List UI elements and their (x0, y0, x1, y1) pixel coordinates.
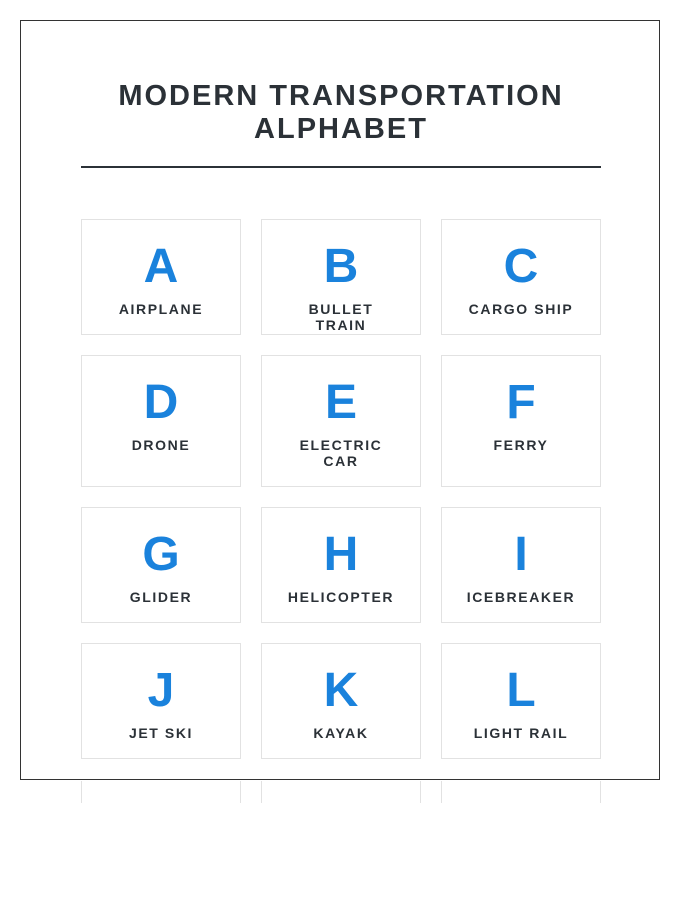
card-letter: D (143, 376, 179, 429)
alphabet-card-b (261, 219, 421, 335)
card-letter: C (503, 240, 539, 293)
card-letter: G (142, 528, 180, 581)
card-word: ELECTRIC CAR (299, 437, 383, 469)
card-word: FERRY (493, 437, 549, 453)
alphabet-card-a (81, 219, 241, 335)
alphabet-card-i (441, 507, 601, 623)
card-word: CARGO SHIP (468, 301, 574, 317)
card-letter: E (324, 376, 357, 429)
card-letter: H (323, 528, 359, 581)
alphabet-card-d (81, 355, 241, 487)
card-word: JET SKI (128, 725, 194, 741)
title-divider (81, 166, 601, 168)
overflow-card-edge (441, 781, 601, 803)
card-letter: J (147, 664, 175, 717)
alphabet-card-k (261, 643, 421, 759)
card-word: ICEBREAKER (466, 589, 576, 605)
card-word: KAYAK (313, 725, 369, 741)
card-word: BULLET TRAIN (308, 301, 374, 333)
card-letter: B (323, 240, 359, 293)
card-letter: I (514, 528, 528, 581)
title-line-2: ALPHABET (254, 113, 428, 145)
card-word: HELICOPTER (287, 589, 395, 605)
card-word: GLIDER (129, 589, 193, 605)
alphabet-card-h (261, 507, 421, 623)
page-title (81, 80, 601, 146)
alphabet-card-f (441, 355, 601, 487)
alphabet-card-j (81, 643, 241, 759)
card-letter: F (506, 376, 536, 429)
card-word: LIGHT RAIL (473, 725, 569, 741)
alphabet-card-g (81, 507, 241, 623)
card-word: AIRPLANE (118, 301, 204, 317)
alphabet-card-e (261, 355, 421, 487)
overflow-card-edge (81, 781, 241, 803)
overflow-card-edge (261, 781, 421, 803)
title-line-1: MODERN TRANSPORTATION (118, 80, 564, 112)
alphabet-card-c (441, 219, 601, 335)
card-letter: A (143, 240, 179, 293)
alphabet-card-l (441, 643, 601, 759)
card-letter: K (323, 664, 359, 717)
card-letter: L (506, 664, 536, 717)
card-word: DRONE (131, 437, 191, 453)
